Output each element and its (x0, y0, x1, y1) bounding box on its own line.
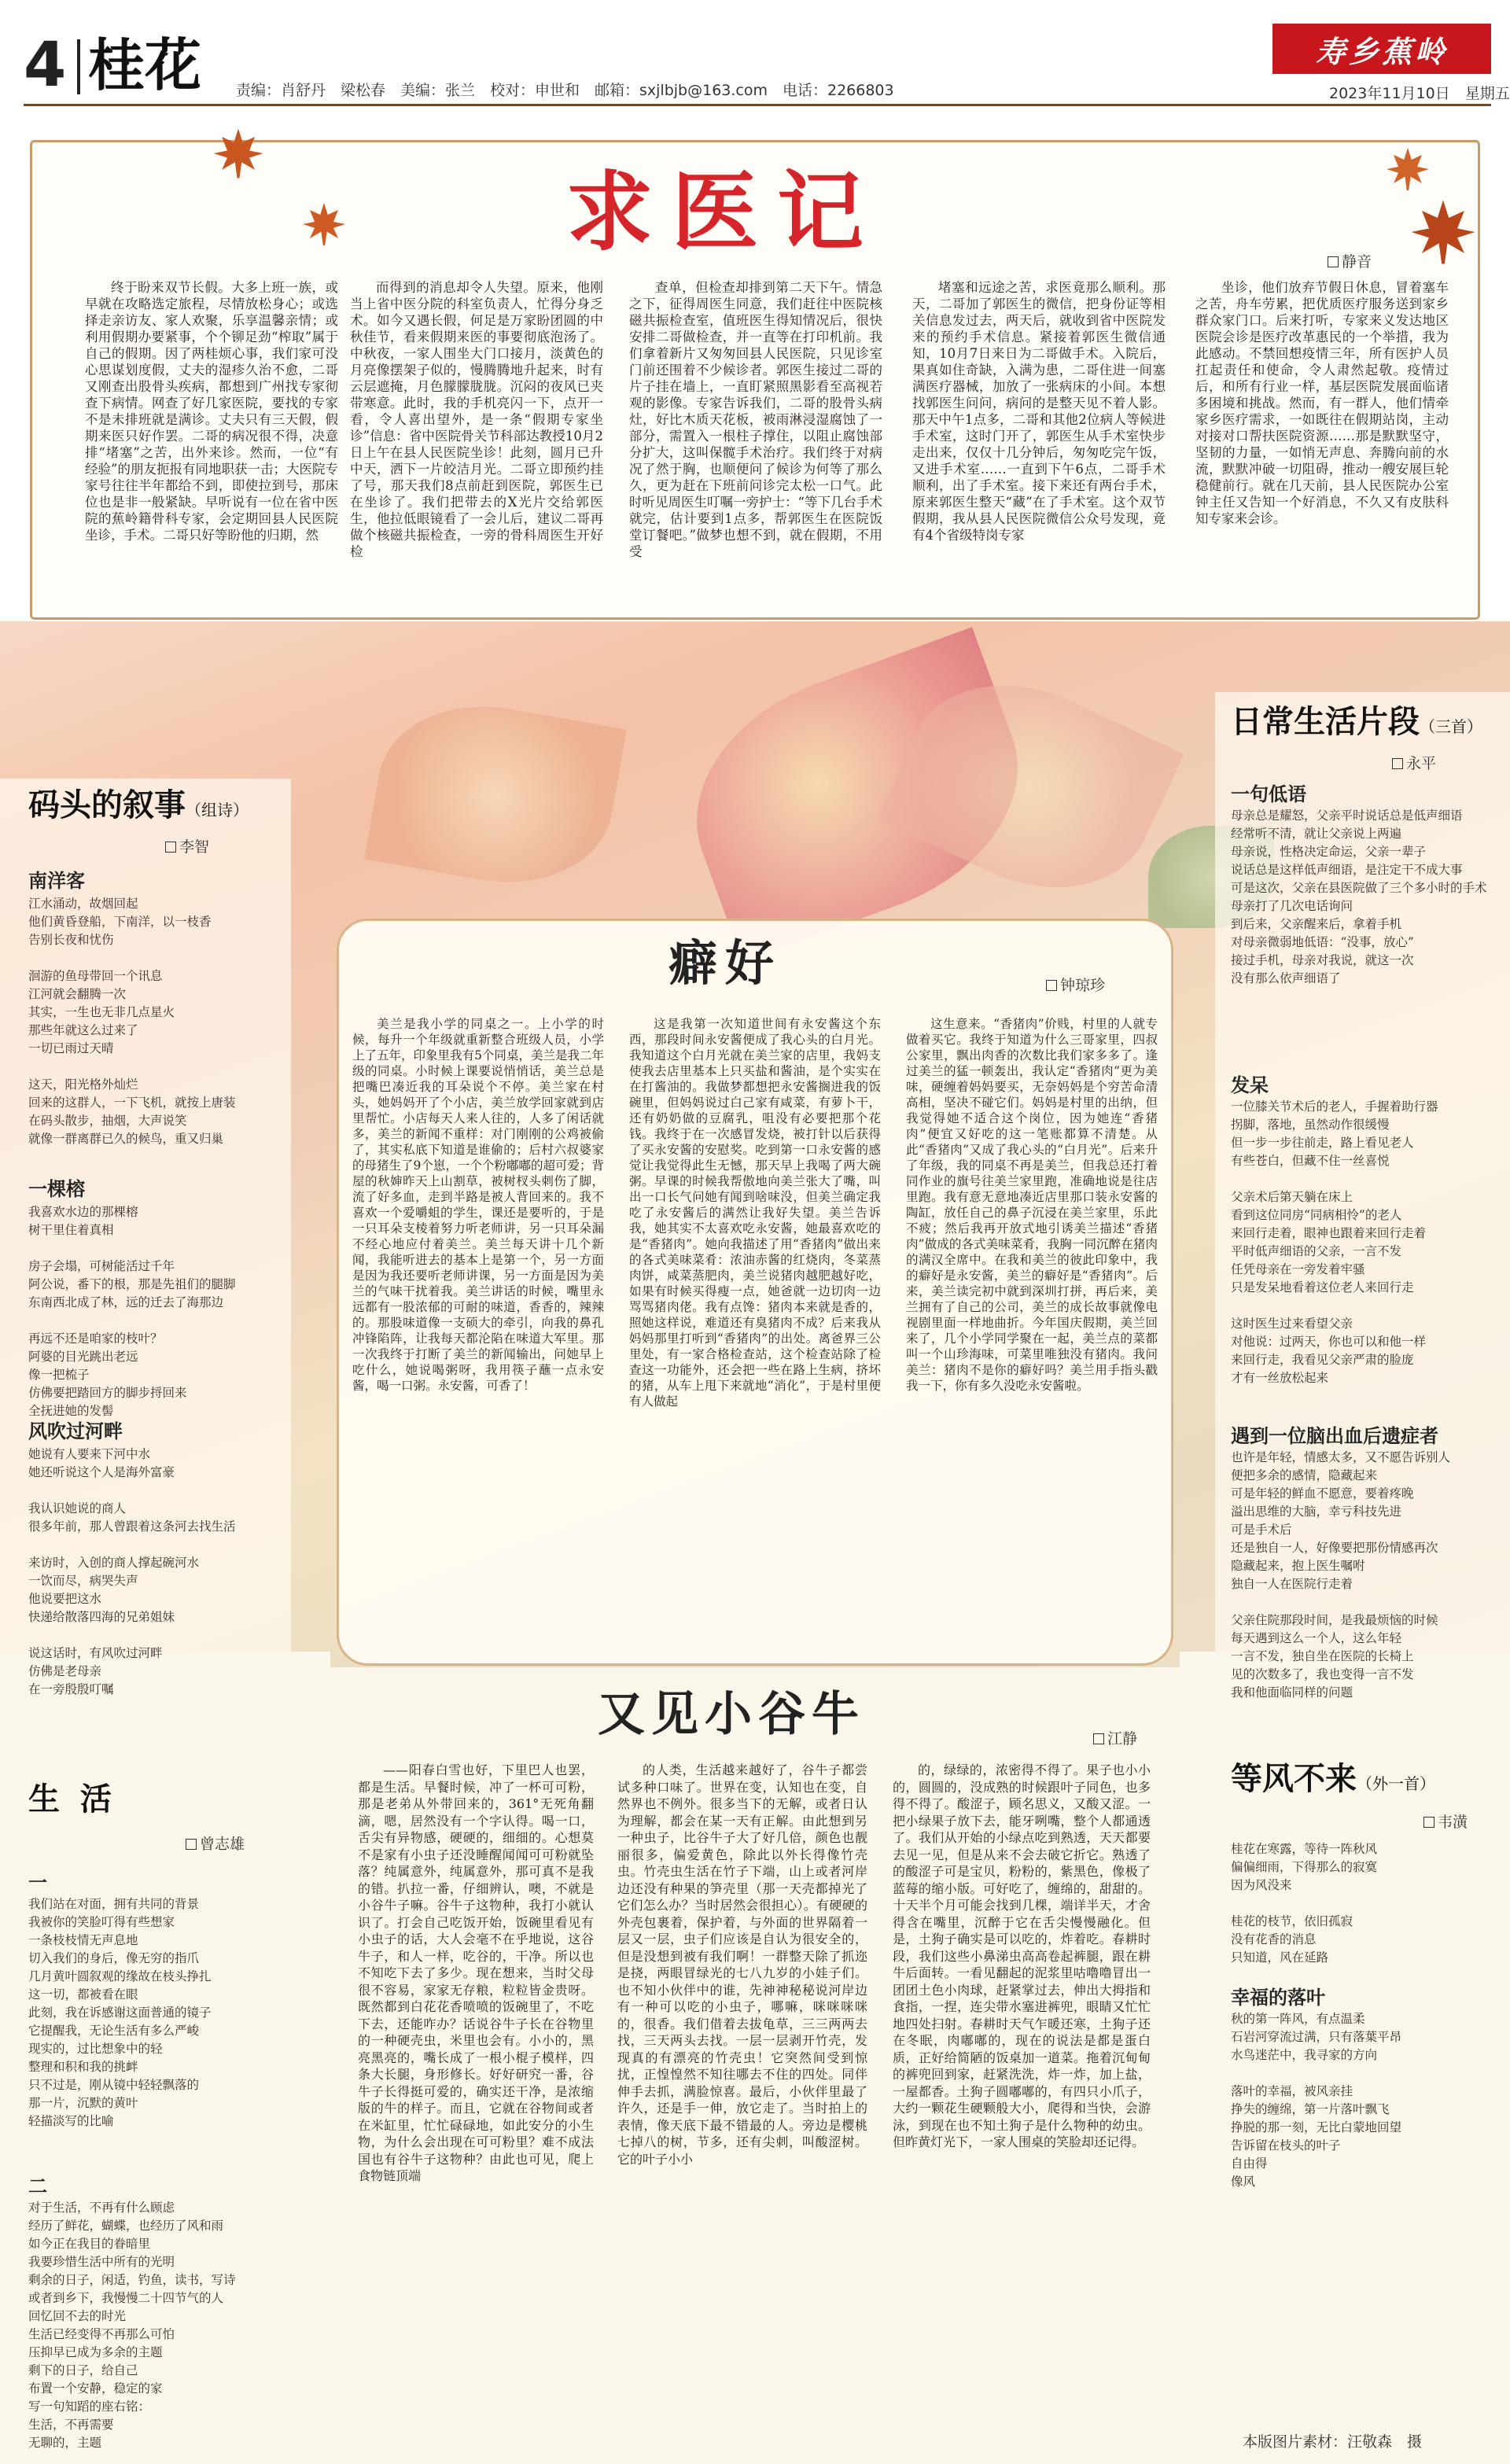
poem-title-text: 日常生活片段 (1231, 703, 1420, 740)
article-title: 癖好 (668, 934, 783, 992)
article-title: 又见小谷牛 (598, 1687, 865, 1742)
editor-credits: 责编：肖舒丹 梁松春 美编：张兰 校对：申世和 邮箱：sxjlbjb@163.com 电话：2266803 (236, 82, 894, 99)
author-name: 永平 (1406, 755, 1437, 772)
poem-subtitle: 一棵榕 (28, 1177, 85, 1200)
article-column: 这生意来。“香猪肉”价贱，村里的人就专做着买它。我终于知道为什么三哥家里，四叔公家里，飘出肉香的次数比我们家多多了。逢过美兰的猛一顿轰出，我认定“香猪肉”更为美味，硬缠着妈妈要买，无奈妈妈是个穷苦命清高相，坚决不碰它们。妈妈是村里的出纳，但我觉得她不适合这个岗位，因为她连“香猪肉”便宜又好吃的这一笔账都算不清楚。从此“香猪肉”又成了我心头的“白月光”。后来升了年级，我的同桌不再是美兰，但我总还打着同作业的旗号往美兰家里跑，准确地说是往店里跑。我有意无意地凑近店里那口装永安酱的陶缸，放任自己的鼻子沉浸在美兰家里，乐此不疲；然后我再开放式地引诱美兰描述“香猪肉”做成的各式美味菜肴，我胸一同沉醉在猪肉的满汉全席中。在我和美兰的彼此印象中，我的癖好是永安酱，美兰的癖好是“香猪肉”。后来，美兰读完初中就到深圳打拼，再后来，美兰拥有了自己的公司，美兰的成长故事就像电视剧里面一样地曲折。今年国庆假期，美兰回来了，几个小学同学聚在一起，美兰点的菜都叫一个山珍海味，可菜里唯独没有猪肉。我问美兰：猪肉不是你的癖好吗？美兰用手指头戳我一下，你有多久没吃永安酱啦。 (906, 1017, 1158, 1393)
poem-subtitle: 风吹过河畔 (28, 1420, 123, 1442)
poem-byline (165, 835, 209, 856)
poem-title-suffix: （三首） (1420, 717, 1482, 736)
poem-title (1231, 1759, 1435, 1804)
maple-leaf-icon (1408, 197, 1479, 267)
poem-body: 也许是年轻，情感太多，又不愿告诉别人 便把多余的感情，隐藏起来 可是年轻的鲜血不愿意，要着疼晚 溢出思维的大脑，幸亏科技先进 可是手术后 还是独自一人，好像要把那份情感再次 隐藏起来，抱上医生嘱咐 独自一人在医院行走着 父亲住院那段时间，是我最烦恼的时候 每天遇到这么一个人，这么年轻 一言不发，独自坐在医院的长椅上 见的次数多了，我也变得一言不发 我和他面临同样的问题 (1231, 1450, 1451, 1700)
poem-body: 我们站在对面，拥有共同的背景 我被你的笑脸叮得有些想家 一条枝枝情无声息地 切入我们的身后，像无穷的指爪 几月黄叶圆叙观的缘故在枝头挣扎 这一切，都被看在眼 此刻，我在诉感谢这面普通的镜子 它提醒我，无论生活有多么严峻 现实的，过比想象中的轻 整理和积和我的挑衅 只不过是，刚从镜中轻轻飘落的 那一片，沉默的黄叶 轻描淡写的比喻 (28, 1897, 212, 2128)
poem-subtitle: 一句低语 (1231, 783, 1306, 805)
article-byline (1046, 974, 1105, 995)
poem-body: 对于生活，不再有什么顾虑 经历了鲜花，蝴蝶，也经历了风和雨 如今正在我目的眷暗里 我要珍惜生活中所有的光明 剩余的日子，闲适，钓鱼，读书，写诗 或者到乡下，我慢慢二十四节气的人 回忆回不去的时光 生活已经变得不再那么可怕 压抑早已成为多余的主题 剩下的日子，给自己 布置一个安静，稳定的家 写一句知蹈的座右铭： 生活，不再需要 无聊的，主题 (28, 2201, 236, 2450)
poem-title-text: 码头的叙事 (28, 786, 186, 823)
article-column: 坐诊，他们放弃节假日休息，冒着塞车之苦，舟车劳累，把优质医疗服务送到家乡群众家门口。后来打听，专家来义发达地区医院会诊是医疗改革惠民的一个举措，我为此感动。不禁回想疫情三年，所有医护人员扛起责任和使命，令人肃然起敬。疫情过后，和所有行业一样，基层医院发展面临诸多困境和挑战。然而，有一群人，他们情牵家乡医疗需求，一如既往在假期站岗，主动对接对口帮扶医院资源……那是默默坚守，坚韧的力量，一如悄无声息、奔腾向前的水流，默默冲破一切阻碍，推动一艘安展巨轮稳健前行。就在几天前，县人民医院办公室钟主任又告知一个好消息，不久又有皮肤科知专家来会诊。 (1195, 280, 1449, 526)
page-number: 4 (24, 30, 67, 101)
maple-leaf-icon (1384, 145, 1431, 193)
article-title: 求医记 (566, 161, 882, 263)
poem-section-number: 二 (28, 2175, 47, 2197)
article-column: 的人类，生活越来越好了，谷牛子都尝试多种口味了。世界在变，认知也在变，自然界也不例外。很多当下的无解，或者日认为理解，都会在某一天有正解。由此想到另一种虫子，比谷牛子大了好几倍，颜色也靓丽很多，偏爱黄色，除此以外长得像竹壳虫。竹壳虫生活在竹子下端，山上或者河岸边还没有种果的笋壳里（那一天壳都掉光了它们怎么办？当时居然会很担心）。有硬硬的外壳包裹着，保护着，与外面的世界隔着一层又一层，虫子们应该是自认为很安全的，但是没想到被有我们啊！一群整天除了抓迩是挠，两眼冒绿光的七八九岁的小娃子们。也不知小伙伴中的谁，先神神秘秘说河岸边有一种可以吃的小虫子，哪嘛，咪咪咪咪的，很香。我们借着去拔龟草，三三两两去找，三天两头去找。一层一层剥开竹壳，发现真的有漂亮的竹壳虫！它突然间受到惊扰，正惶惶然不知往哪去不住的四处。同伴伸手去抓，满脸惊喜。最后，小伙伴里最了许久，还是手一伸，放它走了。当时拍上的表情，像天底下最不错最的人。旁边是樱桃七掉八的树，节多，还有尖刺，叫酸涩树。它的叶子小小 (617, 1762, 867, 2167)
author-name: 钟琼珍 (1060, 977, 1106, 994)
poem-title-suffix: （外一首） (1357, 1774, 1435, 1793)
article-byline (1093, 1727, 1137, 1748)
poem-body: 我喜欢水边的那棵榕 树干里住着真相 房子会塌，可树能活过千年 阿公说，番下的根，那是先祖们的腿脚 东南西北成了林，远的迁去了海那边 再远不还是咱家的枝叶？ 阿婆的目光跳出老远 像一把梳子 仿佛要把踏回方的脚步捋回来 全抚进她的发髻 (28, 1205, 236, 1418)
author-name: 静音 (1342, 253, 1372, 271)
article-column: 这是我第一次知道世间有永安酱这个东西，那段时间永安酱便成了我心头的白月光。我知道这个白月光就在美兰家的店里，我妈支使我去店里基本上只买盐和酱油，是个实实在在打酱油的。我做梦都想把永安酱搁进我的饭碗里，但妈妈说过白己家有咸菜，有萝卜干，还有奶奶做的豆腐乳，咀没有必要把那个花钱。我终于在一次感冒发烧，被打针以后获得了买永安酱的安慰奖。吃到第一口永安酱的感觉让我觉得此生无憾，那天早上我喝了两大碗粥。早课的时候我帮傲地向美兰张大了嘴，叫出一口长气问她有闻到啥味没，但美兰确定我吃了永安酱后的满然让我好失望。美兰告诉我，她其实不太喜欢吃永安酱，她最喜欢吃的是“香猪肉”。她向我描述了用“香猪肉”做出来的各式美味菜肴：浓油赤酱的红烧肉，冬菜蒸肉饼，咸菜蒸肥肉，美兰说猪肉越肥越好吃，如果有时候买得瘦一点，她爸就一边切肉一边骂骂猪肉佬。我有点馋：猪肉本来就是香的，照她这样说，难道还有臭猪肉不成？后来我从妈妈那里打听到“香猪肉”的出处。离爸界三公里处，有一家合格检查站，这个检查站除了检查这一功能外，还会把一些在路上生病，挤坏的猪，从车上甩下来就地“消化”，于是村里便有人做起 (629, 1017, 881, 1409)
poem-byline (1392, 752, 1436, 773)
photo-credit: 本版图片素材：汪敬森 摄 (1243, 2433, 1423, 2451)
poem-byline (1423, 1810, 1468, 1832)
poem-body: 江水涌动，故烟回起 他们黄昏登船，下南洋，以一枝香 告别长夜和忧伤 洄游的鱼母带回一个讯息 江河就会翻腾一次 其实，一生也无非几点星火 那些年就这么过来了 一切已雨过天晴 这天，阳光格外灿烂 回来的这群人，一下飞机，就按上唐装 在码头散步，抽烟，大声说笑 就像一群离群已久的候鸟，重又归巢 (28, 897, 236, 1146)
newspaper-logo: 寿乡蕉岭 (1272, 24, 1491, 74)
poem-subtitle: 幸福的落叶 (1231, 1986, 1325, 2009)
poem-body: 一位膝关节术后的老人，手握着助行器 拐脚，落地，虽然动作很缓慢 但一步一步往前走，路上看见老人 有些苍白，但藏不住一丝喜悦 父亲术后第天躺在床上 看到这位同房“同病相怜”的老人 来回行走着，眼神也跟着来回行走着 平时低声细语的父亲，一言不发 任凭母亲在一旁发着牢骚 只是发呆地看着这位老人来回行走 这时医生过来看望父亲 对他说：过两天，你也可以和他一样 来回行走，我看见父亲严肃的脸庞 才有一丝放松起来 (1231, 1099, 1438, 1385)
poem-title (1231, 702, 1482, 747)
article-column: 查单，但检查却排到第二天下午。情急之下，征得周医生同意，我们赶往中医院核磁共振检查室，值班医生得知情况后，很快安排二哥做检查，并一直等在打印机前。我们拿着新片又匆匆回县人民医院，只见诊室门前还围着不少候诊者。郭医生接过二哥的片子挂在墙上，一直盯紧照黑影看至高视若观的影像。专家告诉我们，二哥的股骨头病灶，好比木质天花板，被雨淋浸湿腐蚀了一部分，需置入一根柱子撑住，以阻止腐蚀部分扩大，这叫保髋手术治疗。我们终于对病况了然于胸，也顺便问了候诊为何等了那么久，更为赶在下班前问诊完太松一口气。此时听见周医生叮嘱一旁护士：“等下几台手术就完，估计要到1点多，帮郭医生在医院饭堂订餐吧。”做梦也想不到，就在假期，不用受 (629, 280, 882, 559)
section-name: 桂花 (88, 31, 202, 98)
poem-subtitle: 遇到一位脑出血后遗症者 (1231, 1424, 1438, 1447)
article-byline (1328, 250, 1372, 271)
article-column: ——阳春白雪也好，下里巴人也罢，都是生活。早餐时候，冲了一杯可可粉，那是老弟从外带回来的，361°无死角翻滴，嗯，居然没有一个字认得。喝一口，舌尖有异物感，硬硬的，细细的。心想莫不是家有小虫子还没睡醒闻闻可可粉就坠落？纯属意外，纯属意外，那可真不是我的错。扒拉一番，仔细辨认，噢，不就是小谷牛子嘛。谷牛子这物种，我打小就认识了。打会自己吃饭开始，饭碗里看见有小虫子的话，大人会毫不在乎地说，这谷牛子，和人一样，吃谷的，干净。所以也不知吃下去了多少。现在想来，当时父母很不容易，家家无存粮，粒粒皆金贵呀。既然都到白花花香喷喷的饭碗里了，不吃下去，还能咋办？话说谷牛子长在谷物里的一种硬壳虫，米里也会有。小小的，黑亮黑亮的，嘴长成了一根小棍子模样，四条大长腿，身形修长。好好研究一番，谷牛子长得挺可爱的，确实还干净，是浓缩版的牛的样子。而且，它就在谷物间或者在米缸里，忙忙碌碌地，如此安分的小生物，为什么会出现在可可粉里？难不成法国也有谷牛子这物种？由此也可见，爬上食物链顶端 (358, 1762, 594, 2183)
article-column: 美兰是我小学的同桌之一。上小学的时候，每升一个年级就重新整合班级人员，小学上了五年，印象里我有5个同桌，美兰是我二年级的同桌。小时候上课要说悄悄话，美兰总是把嘴巴凑近我的耳朵说个不停。美兰家在村头，她妈妈开了个小店，美兰放学回家就到店里帮忙。小店每天人来人往的，人多了闲话就多，美兰的新闻不重样：对门刚刚的公鸡被偷了，其实私底下知道是谁偷的；后村六叔婆家的母猪生了9个崽，一个个粉嘟嘟的超可爱；背屋的秋婶昨天上山割草，被树杈头刺伤了脚，流了好多血，走到半路是被人背回来的。我不喜欢一个爱嚼蛆的学生，课还是要听的，于是一只耳朵支棱着努力听老师讲，另一只耳朵漏不经心地应付着美兰。美兰每天讲十几个新闻，我能听进去的基本上是第一个，另一方面是因为我还要听老师讲课，另一方面是因为美兰的气味干扰着我。美兰讲话的时候，嘴里永远都有一股浓郁的可耐的味道，香香的，辣辣的。那股味道像一支硕大的牵引，向我的鼻孔冲锋陷阵，让我每天都沦陷在味道大军里。那一次我终于打断了美兰的新闻输出，问她早上吃什么，她说喝粥呀，我用筷子蘸一点永安酱，喝一口粥。永安酱，可香了！ (352, 1017, 604, 1393)
poem-title (28, 785, 249, 831)
author-name: 韦潢 (1438, 1814, 1468, 1831)
author-name: 李智 (179, 838, 210, 856)
poem-title-suffix: （组诗） (186, 801, 249, 819)
author-name: 曾志雄 (200, 1836, 245, 1853)
article-column: 堵塞和远途之苦，求医竟那么顺利。那天，二哥加了郭医生的微信，把身份证等相关信息发过去，两天后，就收到省中医院发来的预约手术信息。紧接着郭医生微信通知，10月7日来日为二哥做手术。入院后，果真如住奇缺，入满为患，二哥住进一间塞满医疗器械，加放了一张病床的小间。本想找郭医生问问，病问的是整天见不着人影。那天中午1点多，二哥和其他2位病人等候进手术室，这时门开了，郭医生从手术室快步走出来，仅仅十几分钟后，匆匆吃完午饭，又进手术室……一直到下午6点，二哥手术顺利，出了手术室。接下来还有两台手术，原来郭医生整天“藏”在了手术室。这个双节假期，我从县人民医院微信公众号发现，竟有4个省级特岗专家 (912, 280, 1166, 543)
poem-body: 她说有人要来下河中水 她还听说这个人是海外富豪 我认识她说的商人 很多年前，那人曾跟着这条河去找生活 来访时，入创的商人撑起碗河水 一饮而尽，病哭失声 他说要把这水 快递给散落四海的兄弟姐妹 说这话时，有风吹过河畔 仿佛是老母亲 在一旁殷殷叮嘱 (28, 1447, 236, 1696)
article-column: 的，绿绿的，浓密得不得了。果子也小小的，圆圆的，没成熟的时候跟叶子同色，也多得不得了。酸涩子，顾名思义，又酸又涩。一把小绿果子放下去，能牙咧嘴，整个人都通透了。我们从开始的小绿点吃到熟透，天天都要去见一见，但是从来不会去破它折它。熟透了的酸涩子可是宝贝，粉粉的，紫黑色，像极了蓝莓的缩小版。可好吃了，缠绵的，甜甜的。十天半个月可能会找到几棵，端详半天，才舍得含在嘴里，沉醉于它在舌尖慢慢融化。但是，土狗子确实是可以吃的，炸着吃。春耕时段，我们这些小鼻涕虫高高卷起裤腿，跟在耕牛后面转。一看见翻起的泥浆里咕噜噜冒出一团团土色小肉球，赶紧掌过去，伸出大拇指和食指，一捏，连尖带水塞进裤兜，眼睛又忙忙地四处扫射。春耕时天气乍暖还寒，土狗子还在冬眠，肉嘟嘟的，现在的说法是都是蛋白质，正好给简陋的饭桌加一道菜。拖着沉甸甸的裤兜回到家，赶紧洗洗，炸一炸，加上盐，一屋都香。土狗子圆嘟嘟的，有四只小爪子，大约一颗花生硬颗般大小，爬得和当快，会游泳，到现在也不知土狗子是什么物种的幼虫。但昨黄灯光下，一家人围桌的笑脸却还记得。 (893, 1762, 1151, 2149)
author-name: 江静 (1107, 1730, 1138, 1748)
header-divider (77, 39, 80, 94)
poem-body: 母亲总是耀怒，父亲平时说话总是低声细语 经常听不清，就让父亲说上两遍 母亲说，性格决定命运，父亲一辈子 说话总是这样低声细语，是注定干不成大事 可是这次，父亲在县医院做了三个多小时的手术 母亲打了几次电话询问 到后来，父亲醒来后，拿着手机 对母亲微弱地低语：“没事，放心” 接过手机，母亲对我说，就这一次 没有那么依声细语了 (1231, 808, 1487, 985)
article-column: 而得到的消息却令人失望。原来，他刚当上省中医分院的科室负责人，忙得分身乏术。如今又遇长假，何足是万家盼团圆的中秋佳节，看来假期来医的事要彻底泡汤了。中秋夜，一家人围坐大门口接月，淡黄色的月亮像摆架子似的，慢腾腾地升起来，时有云层遮掩，月色朦朦胧胧。沉闷的夜风已夹带寒意。此时，我的手机亮闪一下，点开一看，令人喜出望外，是一条“假期专家坐诊”信息：省中医院骨关节科部达教授10月2日上午在县人民医院坐诊！此刻，圆月已升中天，洒下一片皎洁月光。二哥立即预约挂了号，那天我们8点前赶到医院，郭医生已在坐诊了。我们把带去的X光片交给郭医生，他拉低眼镜看了一会儿后，建议二哥再做个核磁共振检查，一旁的骨科周医生开好检 (350, 280, 603, 559)
poem-byline (186, 1832, 245, 1854)
article-column: 终于盼来双节长假。大多上班一族，或早就在攻略选定旅程，尽情放松身心；或选择走亲访友、家人欢聚，乐享温馨亲情；或利用假期办要紧事，个个铆足劲“榨取”属于自己的假期。因了两桂烦心事，我们家可没心思谋划度假，丈夫的湿疹久治不愈，二哥又刚查出股骨头疾病，都想到广州找专家彻查下病情。网查了好几家医院，要找的专家不是未排班就是满诊。丈夫只有三天假，假期来医只好作罢。二哥的病况很不得，决意排“堵塞”之苦，出外来诊。然而，一位“有经验”的朋友扼报有同地职获一击；大医院专家号往往半年都给不到，即使拉到号，那床位也是非一般紧缺。早听说有一位在省中医院的蕉岭籍骨科专家，会定期回县人民医院坐诊，手术。二哥只好等盼他的归期，然 (85, 280, 338, 543)
maple-leaf-icon (300, 201, 348, 248)
poem-subtitle: 南洋客 (28, 869, 85, 892)
poem-body: 秋的第一阵风，有点温柔 石岩河穿流过满，只有落葉平昂 水鸟迷茫中，我寻家的方向 落叶的幸福，被风亲挂 挣失的缠绵，第一片落叶飘飞 挣脱的那一刻，无比白蒙地回望 告诉留在枝头的叶子 自由得 像风 (1231, 2012, 1402, 2189)
poem-body: 桂花在寒露，等待一阵秋风 偏偏细雨，下得那么的寂寞 因为风没来 桂花的枝节，依旧孤寂 没有花香的消息 只知道，风在延路 (1231, 1842, 1378, 1965)
poem-section-number: 一 (28, 1871, 47, 1894)
header-rule (24, 104, 1491, 106)
maple-leaf-icon (211, 126, 266, 181)
poem-title-text: 等风不来 (1231, 1760, 1357, 1797)
issue-date: 2023年11月10日 星期五 (1329, 85, 1510, 102)
poem-subtitle: 发呆 (1231, 1074, 1269, 1096)
poem-title: 生 活 (28, 1781, 116, 1818)
